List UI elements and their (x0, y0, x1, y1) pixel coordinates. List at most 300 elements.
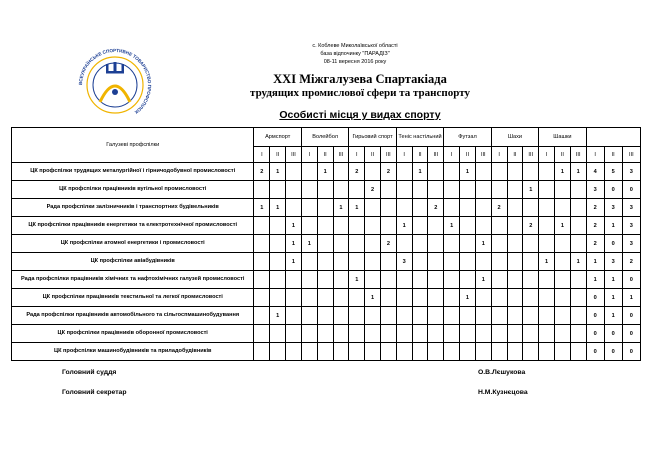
table-row (12, 271, 641, 289)
place-count-cell (523, 253, 539, 271)
place-count-cell (412, 271, 428, 289)
place-count-cell (270, 325, 286, 343)
union-name: ЦК профспілки працівників вугільної промисловості (12, 181, 254, 199)
union-name: ЦК профспілки працівників енергетики та електротехнічної промисловості (12, 217, 254, 235)
place-count-cell (365, 343, 381, 361)
union-name: ЦК профспілки машинобудівників та приладобудівників (12, 343, 254, 361)
place-count-cell (254, 217, 270, 235)
place-count-cell (412, 343, 428, 361)
place-count-cell: 1 (254, 199, 270, 217)
total-cell: 3 (622, 235, 640, 253)
place-count-cell: 2 (380, 163, 396, 181)
place-count-cell (270, 235, 286, 253)
total-cell: 3 (622, 163, 640, 181)
place-count-cell: 1 (475, 271, 491, 289)
place-count-cell (507, 343, 523, 361)
place-count-cell (460, 325, 476, 343)
place-count-cell (380, 181, 396, 199)
place-count-cell (396, 271, 412, 289)
place-count-cell (380, 253, 396, 271)
place-count-cell (523, 307, 539, 325)
sport-header: Шахи (491, 128, 538, 147)
total-cell: 1 (604, 217, 622, 235)
place-count-cell (539, 199, 555, 217)
place-count-cell: 2 (491, 199, 507, 217)
place-label: III (428, 147, 444, 163)
chief-secretary-label: Головний секретар (62, 389, 127, 396)
place-count-cell (460, 307, 476, 325)
place-count-cell (317, 253, 333, 271)
place-count-cell (444, 325, 460, 343)
place-label: III (523, 147, 539, 163)
place-count-cell (270, 289, 286, 307)
place-count-cell (460, 253, 476, 271)
place-count-cell (412, 199, 428, 217)
place-count-cell (380, 325, 396, 343)
place-count-cell: 2 (254, 163, 270, 181)
total-cell: 0 (622, 307, 640, 325)
place-label: II (412, 147, 428, 163)
place-count-cell: 2 (523, 217, 539, 235)
place-count-cell (539, 235, 555, 253)
place-count-cell (460, 181, 476, 199)
union-name: Рада профспілки працівників хімічних та нафтохімічних галузей промисловості (12, 271, 254, 289)
place-label: III (475, 147, 491, 163)
place-count-cell (491, 253, 507, 271)
place-count-cell (254, 253, 270, 271)
event-title: ХХІ Міжгалузева Спартакіада (273, 72, 447, 86)
table-row (12, 217, 641, 235)
place-count-cell (365, 253, 381, 271)
place-count-cell (412, 289, 428, 307)
place-count-cell (301, 325, 317, 343)
total-cell: 1 (604, 271, 622, 289)
place-count-cell (539, 325, 555, 343)
total-cell: 1 (622, 289, 640, 307)
place-label: II (554, 147, 570, 163)
place-count-cell (365, 163, 381, 181)
place-count-cell: 1 (270, 163, 286, 181)
place-count-cell (301, 199, 317, 217)
place-count-cell (349, 307, 365, 325)
place-label: I (539, 147, 555, 163)
place-count-cell (412, 217, 428, 235)
place-count-cell (270, 343, 286, 361)
place-count-cell (333, 343, 349, 361)
place-count-cell (444, 289, 460, 307)
place-count-cell (507, 271, 523, 289)
place-count-cell: 2 (365, 181, 381, 199)
place-count-cell (523, 271, 539, 289)
place-count-cell (460, 343, 476, 361)
total-cell: 0 (586, 343, 604, 361)
place-count-cell (412, 235, 428, 253)
place-count-cell: 1 (317, 163, 333, 181)
place-count-cell (286, 181, 302, 199)
place-count-cell (570, 217, 586, 235)
logo-ring-text: ВСЕУКРАЇНСЬКЕ СПОРТИВНЕ ТОВАРИСТВО ПРОФСПІЛОК (77, 47, 153, 115)
place-count-cell (380, 343, 396, 361)
place-count-cell (570, 199, 586, 217)
place-label: I (491, 147, 507, 163)
total-cell: 3 (622, 199, 640, 217)
place-count-cell (539, 271, 555, 289)
place-count-cell (570, 235, 586, 253)
total-place-label: II (604, 147, 622, 163)
place-count-cell (539, 343, 555, 361)
place-count-cell (539, 163, 555, 181)
place-count-cell: 1 (554, 217, 570, 235)
table-row (12, 199, 641, 217)
place-count-cell (428, 343, 444, 361)
place-count-cell (365, 235, 381, 253)
place-count-cell (539, 307, 555, 325)
place-count-cell (333, 253, 349, 271)
place-count-cell: 1 (365, 289, 381, 307)
place-count-cell (507, 181, 523, 199)
total-cell: 2 (622, 253, 640, 271)
union-name: ЦК профспілки трудящих металургійної і гірничодобувної промисловості (12, 163, 254, 181)
union-name: ЦК профспілки працівників текстильної та легкої промисловості (12, 289, 254, 307)
place-count-cell (554, 343, 570, 361)
table-row (12, 325, 641, 343)
place-count-cell (349, 253, 365, 271)
place-count-cell (570, 181, 586, 199)
place-label: I (349, 147, 365, 163)
place-count-cell (333, 163, 349, 181)
place-count-cell (365, 199, 381, 217)
place-count-cell (380, 289, 396, 307)
sport-header: Шашки (539, 128, 586, 147)
place-count-cell (349, 289, 365, 307)
place-count-cell (333, 271, 349, 289)
organization-logo (70, 40, 160, 130)
venue-info (290, 42, 420, 66)
place-count-cell (286, 163, 302, 181)
place-count-cell (491, 307, 507, 325)
place-count-cell (333, 181, 349, 199)
place-count-cell (380, 271, 396, 289)
place-count-cell: 1 (460, 289, 476, 307)
place-count-cell: 1 (554, 163, 570, 181)
logo-figure-icon (112, 89, 118, 95)
place-count-cell: 1 (444, 217, 460, 235)
total-cell: 0 (622, 271, 640, 289)
place-label: I (444, 147, 460, 163)
place-count-cell (317, 325, 333, 343)
total-cell: 1 (604, 307, 622, 325)
place-count-cell (365, 307, 381, 325)
place-count-cell (507, 253, 523, 271)
place-label: I (396, 147, 412, 163)
place-count-cell (317, 343, 333, 361)
place-count-cell: 1 (460, 163, 476, 181)
place-count-cell (286, 325, 302, 343)
place-count-cell (539, 181, 555, 199)
place-count-cell (460, 217, 476, 235)
place-count-cell (444, 163, 460, 181)
place-count-cell: 1 (301, 235, 317, 253)
place-count-cell (333, 289, 349, 307)
place-count-cell: 1 (570, 163, 586, 181)
place-count-cell (270, 271, 286, 289)
place-count-cell (349, 343, 365, 361)
place-count-cell (270, 181, 286, 199)
place-count-cell (507, 217, 523, 235)
place-count-cell (396, 199, 412, 217)
place-count-cell: 1 (333, 199, 349, 217)
total-cell: 2 (586, 217, 604, 235)
place-label: I (254, 147, 270, 163)
place-count-cell (475, 181, 491, 199)
sport-header: Армспорт (254, 128, 301, 147)
place-count-cell: 2 (349, 163, 365, 181)
total-cell: 2 (586, 199, 604, 217)
place-count-cell (475, 325, 491, 343)
place-count-cell (412, 253, 428, 271)
place-count-cell (523, 289, 539, 307)
place-count-cell (428, 217, 444, 235)
place-count-cell (301, 217, 317, 235)
total-cell: 3 (604, 199, 622, 217)
place-count-cell: 1 (475, 235, 491, 253)
event-subtitle: трудящих промислової сфери та транспорту (250, 87, 470, 99)
place-count-cell (301, 289, 317, 307)
place-count-cell (412, 181, 428, 199)
place-count-cell (444, 307, 460, 325)
place-count-cell (317, 235, 333, 253)
place-count-cell (507, 307, 523, 325)
place-count-cell: 1 (539, 253, 555, 271)
place-count-cell (254, 289, 270, 307)
place-count-cell (380, 199, 396, 217)
place-count-cell (254, 181, 270, 199)
place-count-cell (444, 253, 460, 271)
place-count-cell (570, 343, 586, 361)
place-label: II (460, 147, 476, 163)
results-table (11, 127, 641, 361)
place-count-cell (507, 163, 523, 181)
totals-header (586, 128, 640, 147)
place-count-cell (475, 253, 491, 271)
place-count-cell (428, 325, 444, 343)
place-count-cell (539, 217, 555, 235)
place-count-cell (554, 253, 570, 271)
place-count-cell (428, 307, 444, 325)
place-count-cell (570, 289, 586, 307)
place-count-cell (396, 325, 412, 343)
place-count-cell (444, 235, 460, 253)
place-count-cell (286, 307, 302, 325)
total-cell: 2 (586, 235, 604, 253)
total-cell: 4 (586, 163, 604, 181)
place-count-cell (286, 199, 302, 217)
place-count-cell (491, 325, 507, 343)
place-count-cell (460, 271, 476, 289)
place-count-cell (270, 217, 286, 235)
place-count-cell (491, 289, 507, 307)
total-cell: 0 (604, 325, 622, 343)
place-label: III (333, 147, 349, 163)
union-name: ЦК профспілки працівників оборонної промисловості (12, 325, 254, 343)
place-count-cell (523, 199, 539, 217)
place-label: II (507, 147, 523, 163)
place-count-cell (428, 253, 444, 271)
place-count-cell (475, 217, 491, 235)
place-count-cell (444, 271, 460, 289)
total-cell: 1 (604, 289, 622, 307)
total-cell: 0 (622, 343, 640, 361)
union-name: ЦК профспілки авіабудівників (12, 253, 254, 271)
place-count-cell (396, 235, 412, 253)
total-cell: 0 (604, 343, 622, 361)
place-count-cell (570, 307, 586, 325)
total-cell: 0 (586, 307, 604, 325)
place-count-cell (444, 181, 460, 199)
place-label: III (380, 147, 396, 163)
place-count-cell (254, 271, 270, 289)
place-count-cell (444, 199, 460, 217)
place-count-cell (523, 163, 539, 181)
place-count-cell (491, 235, 507, 253)
place-count-cell: 2 (428, 199, 444, 217)
place-count-cell: 1 (286, 235, 302, 253)
place-count-cell (554, 181, 570, 199)
table-row (12, 343, 641, 361)
place-count-cell (428, 181, 444, 199)
place-count-cell (539, 289, 555, 307)
place-count-cell (380, 217, 396, 235)
place-count-cell (396, 181, 412, 199)
place-count-cell (380, 307, 396, 325)
sport-header: Теніс настільний (396, 128, 443, 147)
place-label: II (270, 147, 286, 163)
total-cell: 1 (586, 253, 604, 271)
place-count-cell (317, 181, 333, 199)
total-place-label: III (622, 147, 640, 163)
place-count-cell: 1 (286, 253, 302, 271)
total-cell: 0 (586, 289, 604, 307)
place-count-cell (301, 307, 317, 325)
total-cell: 1 (586, 271, 604, 289)
union-name: Рада профспілки працівників автомобільного та сільгоспмашинобудування (12, 307, 254, 325)
place-count-cell (507, 199, 523, 217)
place-count-cell (475, 199, 491, 217)
place-count-cell (254, 235, 270, 253)
place-count-cell (301, 271, 317, 289)
place-count-cell (286, 271, 302, 289)
chief-judge-name: О.В.Лєшукова (478, 369, 526, 376)
total-cell: 0 (586, 325, 604, 343)
place-count-cell (254, 325, 270, 343)
sport-header-row (12, 128, 641, 147)
place-count-cell (475, 289, 491, 307)
sport-header: Футзал (444, 128, 491, 147)
place-count-cell (333, 235, 349, 253)
table-row (12, 181, 641, 199)
total-cell: 5 (604, 163, 622, 181)
place-count-cell (523, 325, 539, 343)
place-count-cell (333, 307, 349, 325)
place-count-cell (460, 235, 476, 253)
total-cell: 3 (586, 181, 604, 199)
place-count-cell (412, 307, 428, 325)
chief-secretary-name: Н.М.Кузнєцова (478, 389, 528, 396)
place-count-cell (396, 307, 412, 325)
place-count-cell (333, 325, 349, 343)
place-count-cell: 3 (396, 253, 412, 271)
place-count-cell (475, 343, 491, 361)
place-count-cell (301, 181, 317, 199)
place-count-cell (428, 163, 444, 181)
total-cell: 0 (622, 325, 640, 343)
total-cell: 0 (604, 181, 622, 199)
place-count-cell (317, 199, 333, 217)
total-cell: 0 (622, 181, 640, 199)
place-count-cell (507, 325, 523, 343)
chief-judge-label: Головний суддя (62, 369, 117, 376)
place-count-cell (270, 253, 286, 271)
place-count-cell (254, 343, 270, 361)
table-row (12, 289, 641, 307)
place-count-cell (286, 289, 302, 307)
place-count-cell (491, 181, 507, 199)
place-count-cell (523, 235, 539, 253)
place-count-cell (349, 325, 365, 343)
place-count-cell (365, 217, 381, 235)
place-count-cell: 1 (396, 217, 412, 235)
place-count-cell: 1 (523, 181, 539, 199)
place-count-cell (254, 307, 270, 325)
table-row (12, 235, 641, 253)
place-count-cell (507, 289, 523, 307)
place-label: I (301, 147, 317, 163)
place-count-cell (365, 325, 381, 343)
place-count-cell (349, 235, 365, 253)
place-count-cell: 1 (570, 253, 586, 271)
place-label: II (365, 147, 381, 163)
total-cell: 3 (604, 253, 622, 271)
sport-header: Гирьовий спорт (349, 128, 396, 147)
place-count-cell: 1 (270, 307, 286, 325)
venue-line: 08-11 вересня 2016 року (323, 59, 387, 65)
total-cell: 0 (604, 235, 622, 253)
place-count-cell (301, 343, 317, 361)
place-count-cell (428, 289, 444, 307)
place-count-cell: 1 (270, 199, 286, 217)
place-label: II (317, 147, 333, 163)
place-count-cell (317, 307, 333, 325)
place-count-cell (507, 235, 523, 253)
place-label: III (286, 147, 302, 163)
table-row (12, 307, 641, 325)
union-name: Рада профспілки залізничників і транспортних будівельників (12, 199, 254, 217)
table-caption: Особисті місця у видах спорту (279, 109, 441, 121)
place-count-cell (317, 271, 333, 289)
place-count-cell (444, 343, 460, 361)
place-count-cell (475, 163, 491, 181)
total-cell: 3 (622, 217, 640, 235)
place-count-cell (491, 343, 507, 361)
place-count-cell (317, 289, 333, 307)
place-count-cell (428, 235, 444, 253)
place-count-cell (554, 271, 570, 289)
place-count-cell (460, 199, 476, 217)
union-column-header: Галузеві профспілки (12, 128, 254, 163)
place-count-cell (396, 163, 412, 181)
place-count-cell (349, 181, 365, 199)
place-count-cell (475, 307, 491, 325)
